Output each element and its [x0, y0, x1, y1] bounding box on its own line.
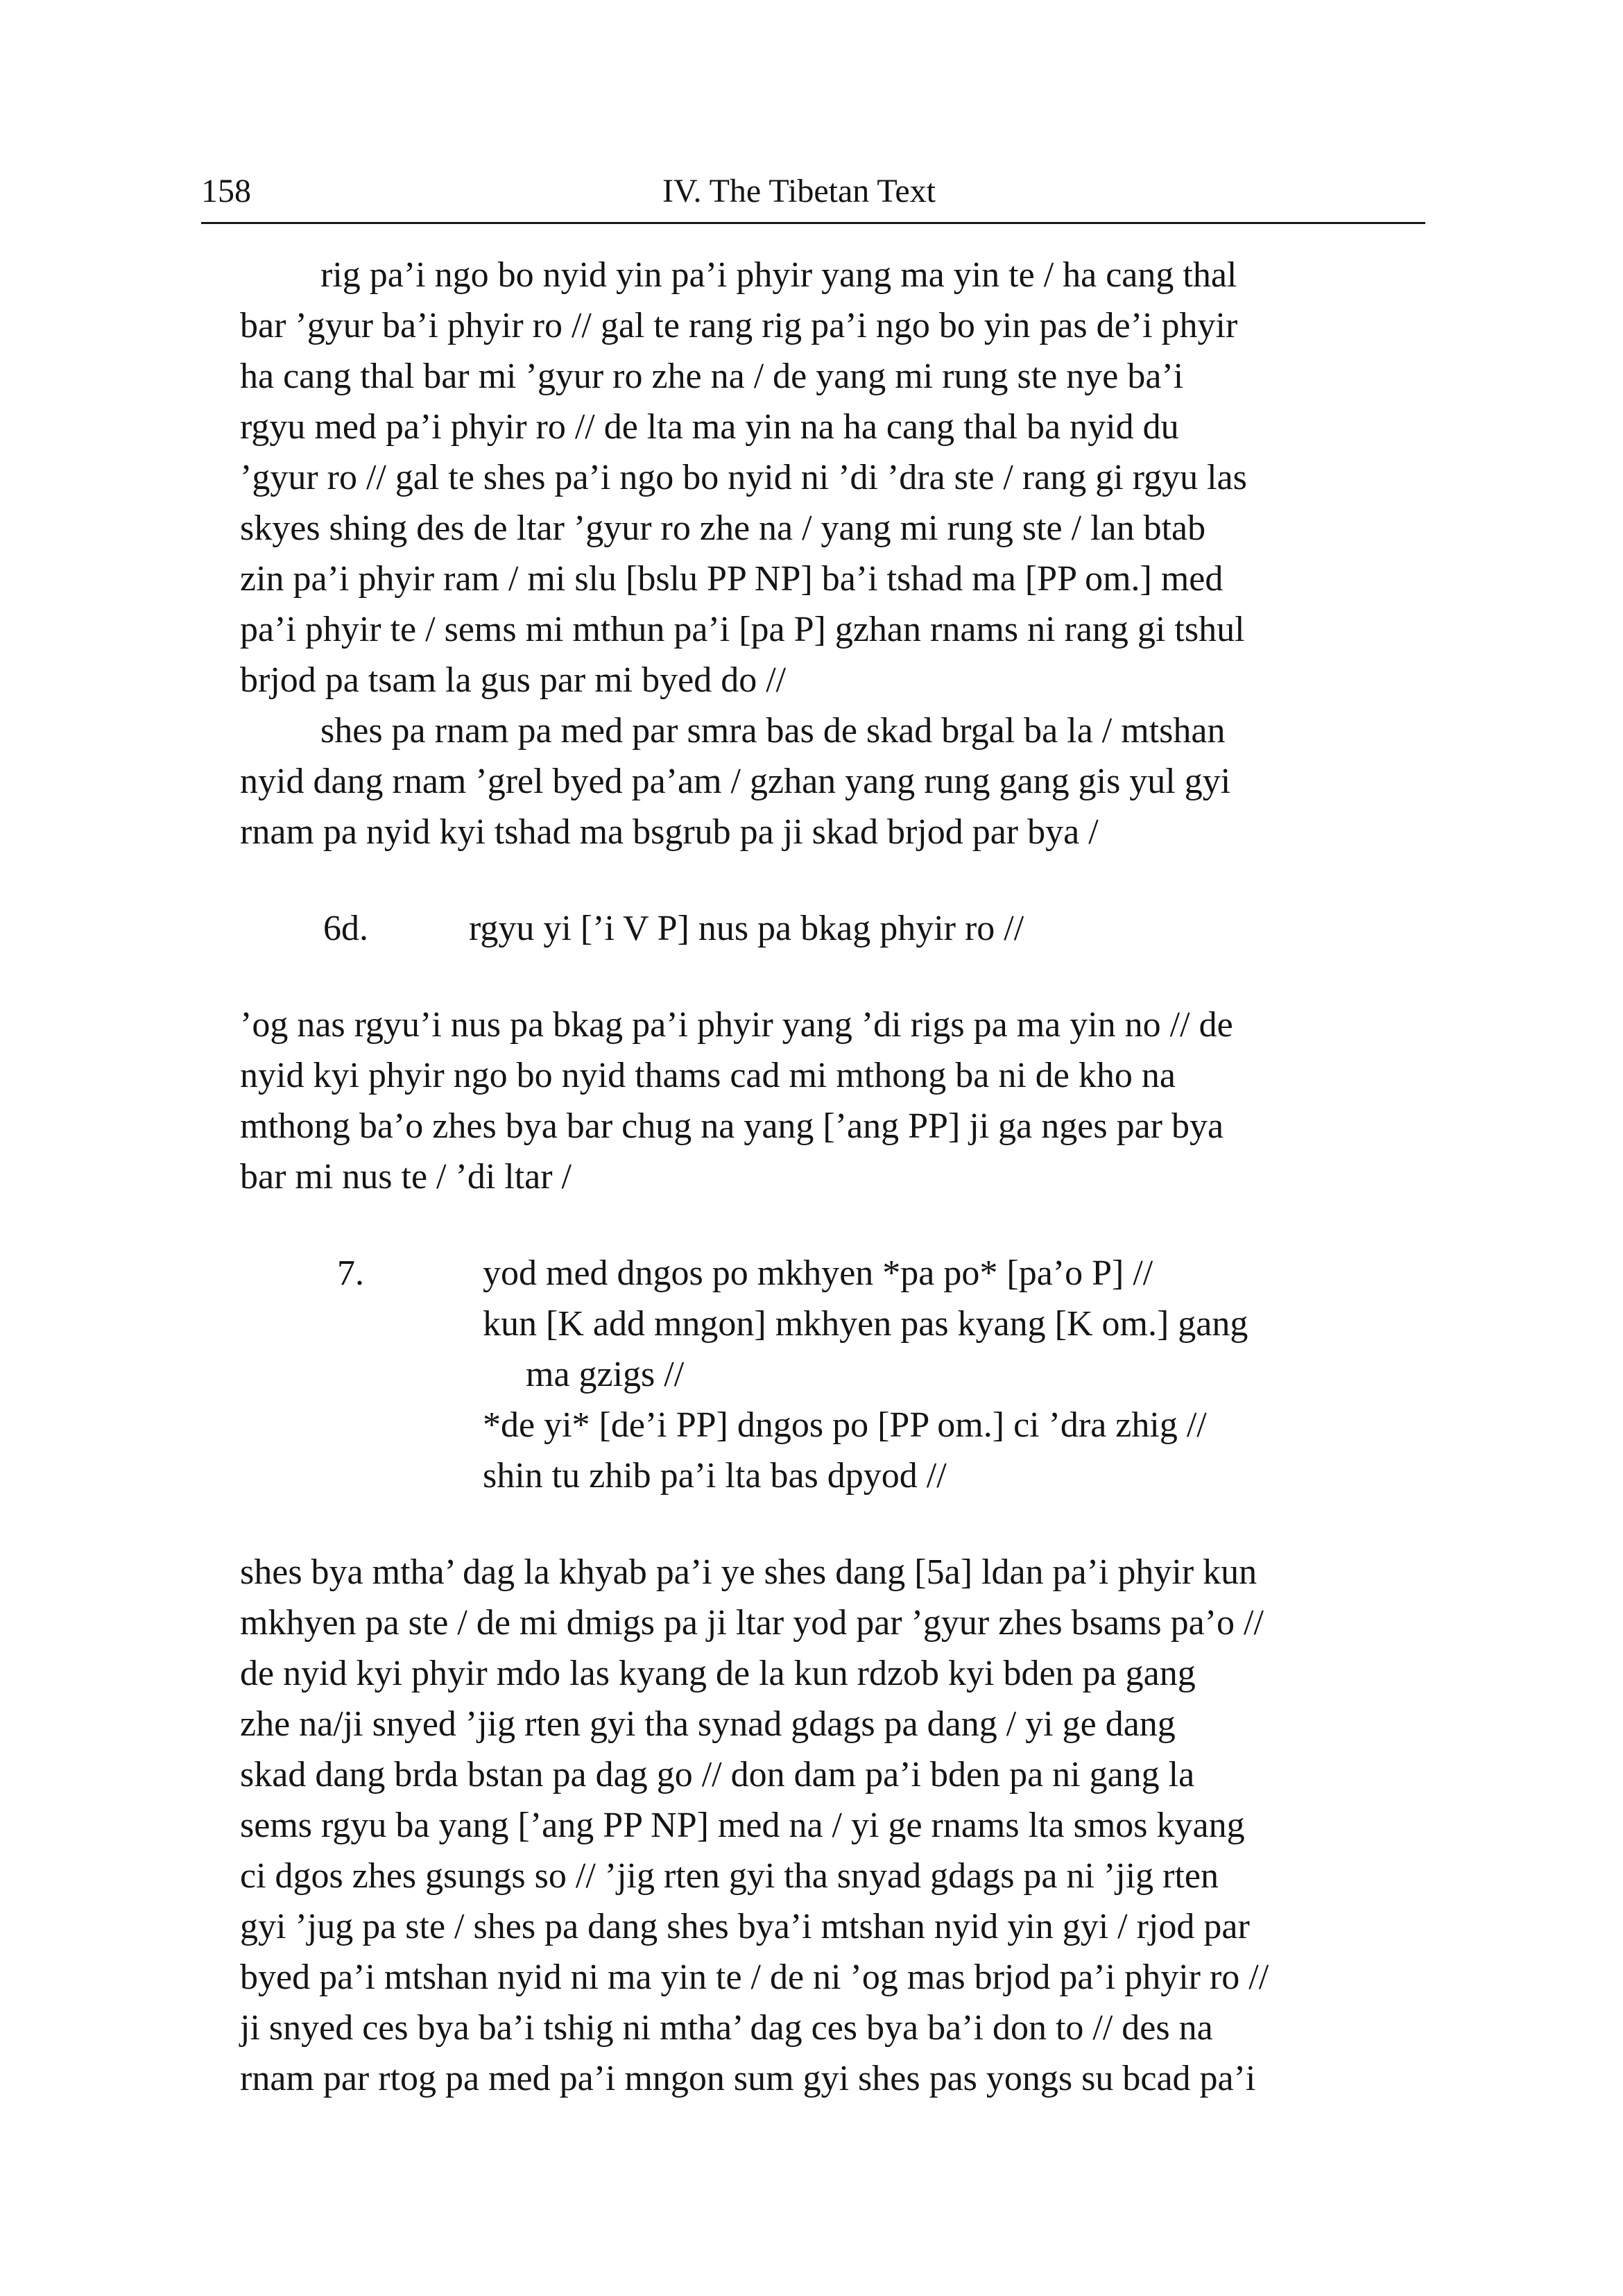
verse-lines — [240, 1248, 1461, 1501]
text-line: ha cang thal bar mi ’gyur ro zhe na / de yang mi rung ste nye ba’i — [240, 357, 1184, 396]
text-line: mthong ba’o zhes bya bar chug na yang [’ang PP] ji ga nges par bya — [240, 1106, 1224, 1146]
verse-line: rgyu yi [’i V P] nus pa bkag phyir ro // — [469, 909, 1024, 948]
verse-line: kun [K add mngon] mkhyen pas kyang [K om.] gang — [483, 1304, 1248, 1344]
body-text — [240, 250, 1461, 2104]
verse-line: ma gzigs // — [526, 1355, 685, 1394]
text-line: ci dgos zhes gsungs so // ’jig rten gyi tha snyad gdags pa ni ’jig rten — [240, 1856, 1219, 1896]
text-line: shes pa rnam pa med par smra bas de skad brgal ba la / mtshan — [320, 711, 1226, 751]
running-title: IV. The Tibetan Text — [662, 173, 936, 209]
text-line: de nyid kyi phyir mdo las kyang de la kun rdzob kyi bden pa gang — [240, 1654, 1196, 1693]
text-line: nyid dang rnam ’grel byed pa’am / gzhan yang rung gang gis yul gyi — [240, 762, 1231, 801]
text-line: zhe na/ji snyed ’jig rten gyi tha synad gdags pa dang / yi ge dang — [240, 1704, 1176, 1744]
text-line: byed pa’i mtshan nyid ni ma yin te / de ni ’og mas brjod pa’i phyir ro // — [240, 1957, 1269, 1997]
text-line: nyid kyi phyir ngo bo nyid thams cad mi mthong ba ni de kho na — [240, 1056, 1176, 1095]
text-line: skad dang brda bstan pa dag go // don dam pa’i bden pa ni gang la — [240, 1755, 1195, 1794]
text-line: ’og nas rgyu’i nus pa bkag pa’i phyir yang ’di rigs pa ma yin no // de — [240, 1005, 1233, 1045]
page-number: 158 — [201, 173, 251, 209]
text-line: ji snyed ces bya ba’i tshig ni mtha’ dag ces bya ba’i don to // des na — [240, 2008, 1213, 2048]
verse-7 — [240, 1248, 1461, 1501]
text-line: mkhyen pa ste / de mi dmigs pa ji ltar yod par ’gyur zhes bsams pa’o // — [240, 1603, 1264, 1643]
paragraph-1 — [240, 250, 1461, 705]
text-line: shes bya mtha’ dag la khyab pa’i ye shes dang [5a] ldan pa’i phyir kun — [240, 1552, 1257, 1592]
text-line: ’gyur ro // gal te shes pa’i ngo bo nyid ni ’di ’dra ste / rang gi rgyu las — [240, 458, 1247, 497]
text-line: zin pa’i phyir ram / mi slu [bslu PP NP] ba’i tshad ma [PP om.] med — [240, 559, 1223, 599]
verse-6d — [240, 903, 1461, 954]
text-line: rnam pa nyid kyi tshad ma bsgrub pa ji skad brjod par bya / — [240, 812, 1099, 852]
spacer — [240, 954, 1461, 1000]
spacer — [240, 857, 1461, 903]
verse-line: shin tu zhib pa’i lta bas dpyod // — [483, 1456, 947, 1496]
spacer — [240, 1501, 1461, 1547]
text-line: skyes shing des de ltar ’gyur ro zhe na / yang mi rung ste / lan btab — [240, 508, 1206, 548]
text-line: bar ’gyur ba’i phyir ro // gal te rang rig pa’i ngo bo yin pas de’i phyir — [240, 306, 1238, 345]
text-line: pa’i phyir te / sems mi mthun pa’i [pa P] gzhan rnams ni rang gi tshul — [240, 610, 1245, 649]
text-line: gyi ’jug pa ste / shes pa dang shes bya’i mtshan nyid yin gyi / rjod par — [240, 1907, 1250, 1946]
paragraph-2 — [240, 705, 1461, 857]
text-line: sems rgyu ba yang [’ang PP NP] med na / yi ge rnams lta smos kyang — [240, 1806, 1245, 1845]
verse-number: 6d. — [323, 909, 368, 948]
text-line: rnam par rtog pa med pa’i mngon sum gyi shes pas yongs su bcad pa’i — [240, 2059, 1256, 2098]
verse-line: *de yi* [de’i PP] dngos po [PP om.] ci ’dra zhig // — [483, 1405, 1207, 1445]
text-line: brjod pa tsam la gus par mi byed do // — [240, 660, 787, 700]
text-line: rgyu med pa’i phyir ro // de lta ma yin na ha cang thal ba nyid du — [240, 407, 1179, 447]
text-line: bar mi nus te / ’di ltar / — [240, 1157, 572, 1197]
verse-line: yod med dngos po mkhyen *pa po* [pa’o P] // — [483, 1253, 1153, 1293]
paragraph-4 — [240, 1547, 1461, 2104]
text-line: rig pa’i ngo bo nyid yin pa’i phyir yang ma yin te / ha cang thal — [320, 255, 1237, 295]
running-head — [201, 158, 1425, 224]
spacer — [240, 1202, 1461, 1248]
paragraph-3 — [240, 1000, 1461, 1202]
verse-number: 7. — [337, 1253, 364, 1293]
